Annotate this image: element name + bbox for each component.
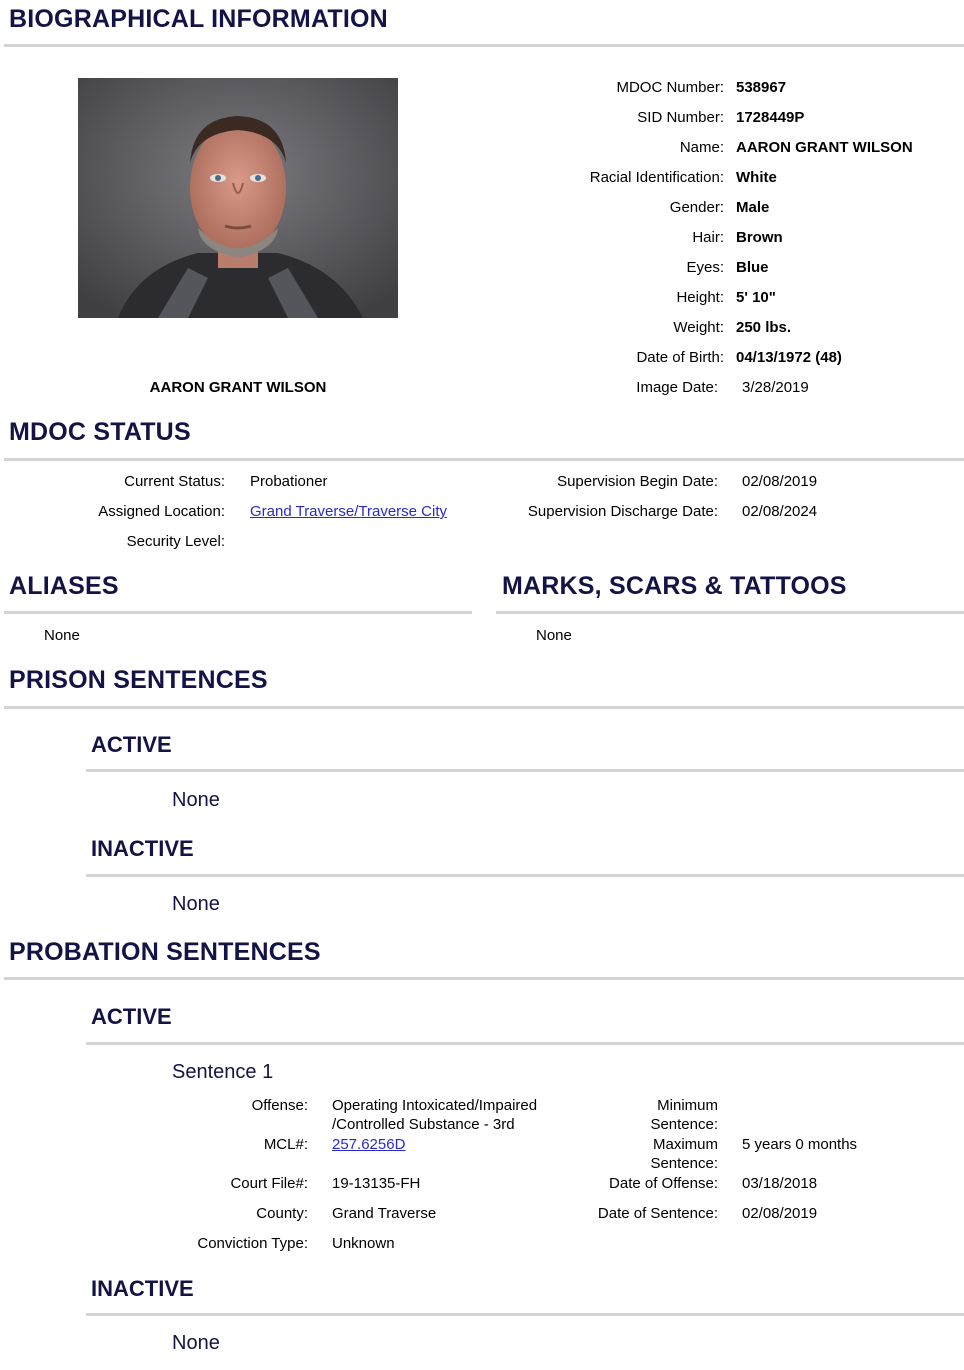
bio-field-label: Weight: [673,319,724,336]
supervision-discharge-label: Supervision Discharge Date: [527,503,718,520]
bio-field-label: Height: [676,289,724,306]
min-sentence-label-line2: Sentence: [650,1116,718,1133]
aliases-value: None [44,627,80,644]
section-heading-probation-sentences: PROBATION SENTENCES [9,938,321,966]
person-photo-icon [78,78,398,318]
prison-inactive-value: None [172,893,220,915]
bio-field-label: Date of Birth: [636,349,724,366]
max-sentence-label-line1: Maximum [652,1136,718,1153]
section-heading-marks-scars-tattoos: MARKS, SCARS & TATTOOS [502,572,847,600]
section-heading-mdoc-status: MDOC STATUS [9,418,191,446]
sentence-title: Sentence 1 [172,1061,274,1083]
bio-field-value: Brown [736,229,783,246]
court-file-value: 19-13135-FH [332,1175,421,1192]
bio-field-label: Name: [679,139,724,156]
date-offense-value: 03/18/2018 [742,1175,818,1192]
court-file-label: Court File#: [230,1175,308,1192]
offense-value-line2: /Controlled Substance - 3rd [332,1116,515,1133]
supervision-begin-value: 02/08/2019 [742,473,818,490]
divider [86,1313,964,1316]
bio-field-value: 04/13/1972 (48) [736,349,842,366]
section-heading-prison-sentences: PRISON SENTENCES [9,666,268,694]
bio-field-label: SID Number: [637,109,724,126]
bio-field-value: Blue [736,259,769,276]
bio-field-label: Eyes: [686,259,724,276]
date-sentence-value: 02/08/2019 [742,1205,818,1222]
bio-field-value: AARON GRANT WILSON [736,139,913,156]
bio-field-value: White [736,169,777,186]
divider [86,769,964,772]
current-status-label: Current Status: [124,473,225,490]
bio-field-label: MDOC Number: [616,79,724,96]
section-heading-biographical: BIOGRAPHICAL INFORMATION [9,5,388,33]
mcl-link[interactable]: 257.6256D [332,1136,406,1153]
bio-field-label: Gender: [669,199,724,216]
date-offense-label: Date of Offense: [609,1175,718,1192]
divider [4,977,964,980]
conviction-type-value: Unknown [332,1235,395,1252]
bio-field-label: Hair: [692,229,724,246]
mugshot-photo [78,78,398,318]
bio-field-label: Racial Identification: [589,169,724,186]
subheading-probation-inactive: INACTIVE [91,1276,194,1301]
max-sentence-value: 5 years 0 months [742,1136,858,1153]
offense-label: Offense: [251,1097,308,1114]
max-sentence-label-line2: Sentence: [650,1155,718,1172]
divider [4,611,472,614]
conviction-type-label: Conviction Type: [197,1235,308,1252]
divider [4,458,964,461]
marks-value: None [536,627,572,644]
bio-field-value: 250 lbs. [736,319,792,336]
min-sentence-label-line1: Minimum [657,1097,718,1114]
assigned-location-link[interactable]: Grand Traverse/Traverse City [250,503,447,520]
subheading-probation-active: ACTIVE [91,1004,172,1029]
date-sentence-label: Date of Sentence: [597,1205,718,1222]
divider [4,44,964,47]
probation-inactive-value: None [172,1332,220,1354]
prison-active-value: None [172,789,220,811]
image-date-label: Image Date: [636,379,718,396]
offense-value-line1: Operating Intoxicated/Impaired [332,1097,538,1114]
security-level-label: Security Level: [126,533,225,550]
subheading-prison-active: ACTIVE [91,732,172,757]
divider [86,1042,964,1045]
photo-caption: AARON GRANT WILSON [149,379,327,396]
image-date-value: 3/28/2019 [742,379,809,396]
county-value: Grand Traverse [332,1205,437,1222]
bio-field-value: 538967 [736,79,787,96]
supervision-discharge-value: 02/08/2024 [742,503,818,520]
mcl-label: MCL#: [263,1136,308,1153]
assigned-location-label: Assigned Location: [98,503,225,520]
divider [496,611,964,614]
county-label: County: [256,1205,308,1222]
bio-field-value: Male [736,199,770,216]
divider [86,874,964,877]
current-status-value: Probationer [250,473,328,490]
subheading-prison-inactive: INACTIVE [91,836,194,861]
section-heading-aliases: ALIASES [9,572,119,600]
bio-field-value: 5' 10" [736,289,776,306]
bio-field-value: 1728449P [736,109,805,126]
divider [4,706,964,709]
supervision-begin-label: Supervision Begin Date: [557,473,718,490]
